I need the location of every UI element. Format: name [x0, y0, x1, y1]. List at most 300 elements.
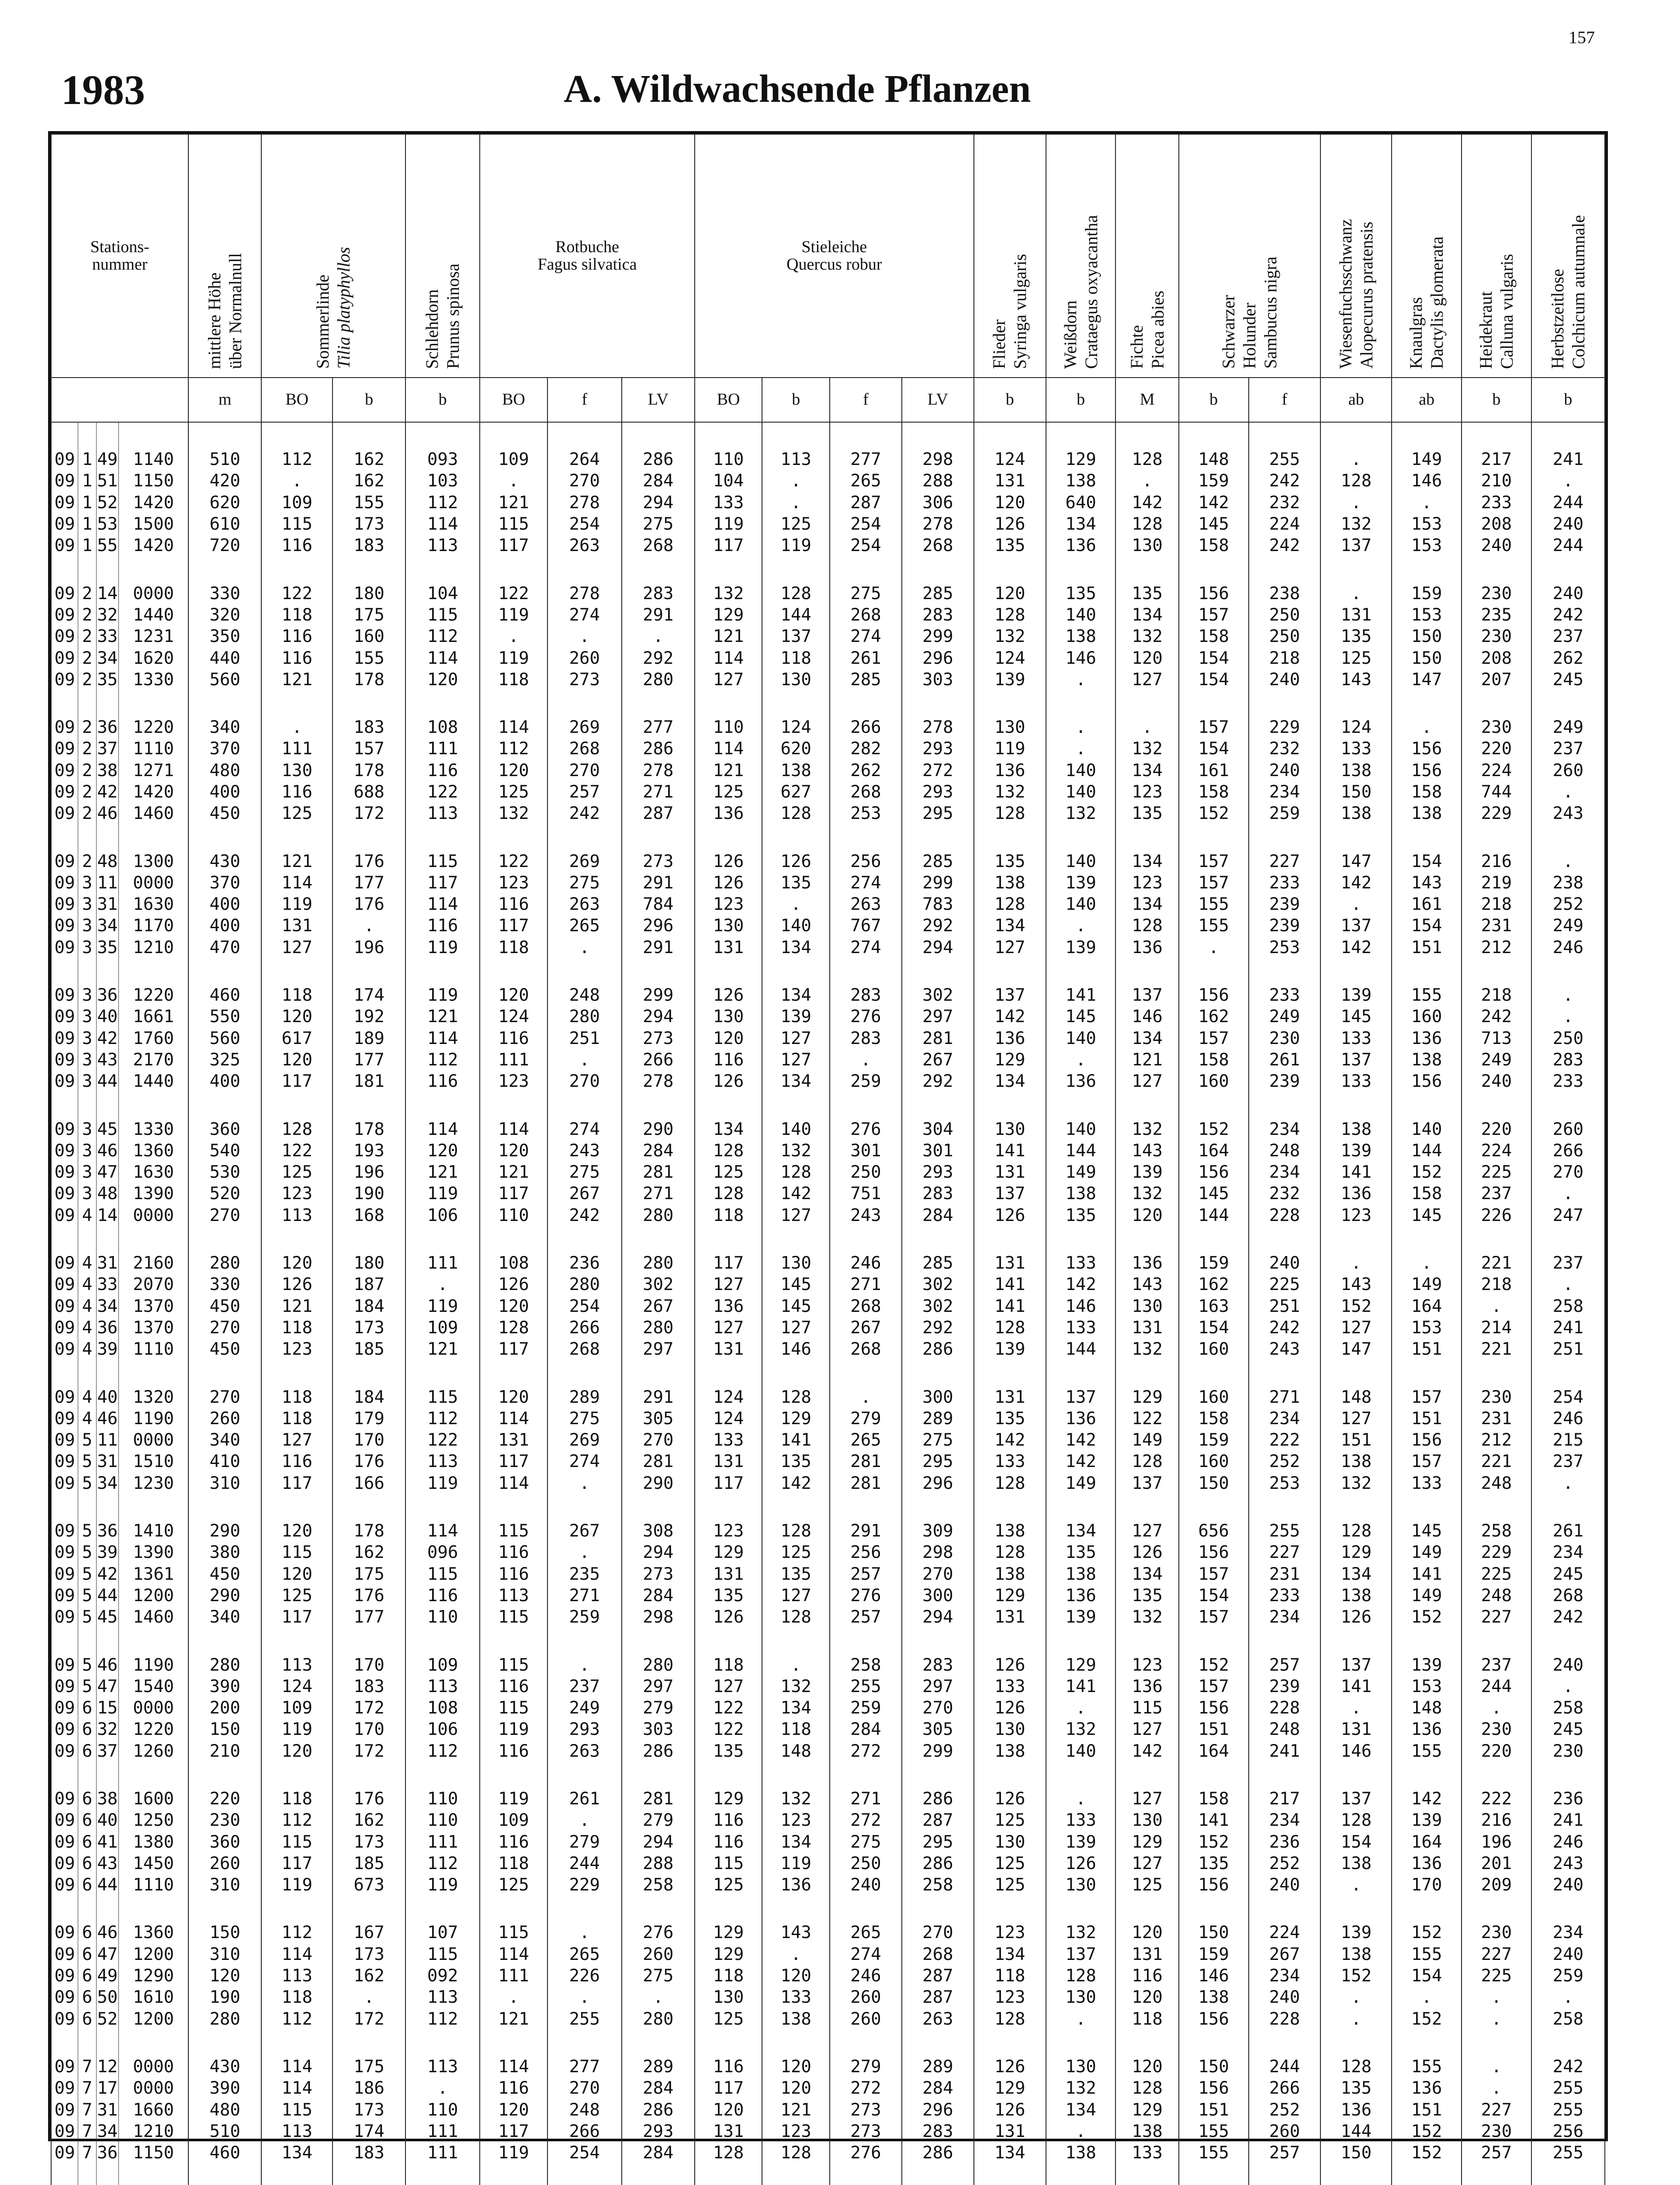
- table-cell: 118: [762, 647, 830, 669]
- table-cell: .: [762, 1654, 830, 1675]
- table-cell: 268: [622, 535, 695, 556]
- table-cell: 190: [333, 1183, 405, 1204]
- table-cell: 149: [1392, 449, 1462, 470]
- table-cell: 151: [1320, 1429, 1392, 1451]
- table-cell: 112: [261, 1922, 333, 1943]
- table-row: [51, 937, 1605, 958]
- table-cell: 176: [333, 1788, 405, 1810]
- table-row: [51, 1965, 1605, 1987]
- table-cell: 3: [78, 1071, 96, 1092]
- table-cell: 304: [902, 1118, 974, 1140]
- table-cell: 127: [1115, 1788, 1178, 1810]
- table-cell: 139: [1392, 1810, 1462, 1831]
- table-cell: 44: [96, 1585, 119, 1606]
- table-row: [51, 1542, 1605, 1563]
- table-cell: 126: [695, 850, 762, 872]
- table-cell: 134: [1115, 850, 1178, 872]
- table-cell: 125: [1320, 647, 1392, 669]
- table-cell: 122: [405, 781, 480, 803]
- table-cell: .: [547, 937, 622, 958]
- table-cell: 154: [1392, 915, 1462, 936]
- table-body: [51, 422, 1605, 2185]
- table-cell: 145: [1320, 1006, 1392, 1027]
- table-cell: 134: [762, 1697, 830, 1719]
- table-cell: 294: [622, 1831, 695, 1852]
- table-cell: 274: [830, 626, 902, 647]
- table-cell: 2070: [119, 1274, 189, 1295]
- table-cell: 142: [974, 1006, 1046, 1027]
- table-cell: .: [1320, 1252, 1392, 1274]
- table-cell: 125: [261, 1162, 333, 1183]
- table-cell: 120: [261, 1520, 333, 1542]
- table-cell: 278: [547, 492, 622, 513]
- table-cell: 221: [1462, 1451, 1531, 1472]
- table-cell: 134: [1320, 1563, 1392, 1585]
- table-cell: 6: [78, 1987, 96, 2008]
- table-cell: 132: [695, 583, 762, 604]
- table-cell: 225: [1462, 1162, 1531, 1183]
- table-cell: 1360: [119, 1140, 189, 1162]
- table-cell: 092: [405, 1965, 480, 1987]
- table-cell: 117: [261, 1071, 333, 1092]
- table-cell: 142: [762, 1473, 830, 1494]
- table-cell: 119: [480, 604, 547, 626]
- table-cell: 157: [1179, 1563, 1249, 1585]
- table-row: [51, 1252, 1605, 1274]
- table-cell: .: [547, 626, 622, 647]
- table-cell: 224: [1249, 513, 1321, 535]
- table-cell: 270: [622, 1429, 695, 1451]
- table-cell: 1: [78, 513, 96, 535]
- table-cell: 256: [830, 850, 902, 872]
- table-cell: 130: [1046, 1987, 1116, 2008]
- table-cell: 128: [974, 803, 1046, 824]
- table-cell: 216: [1462, 850, 1531, 872]
- table-cell: 1330: [119, 669, 189, 690]
- table-cell: 09: [51, 1944, 78, 1965]
- unit-cell: b: [1179, 378, 1249, 422]
- table-cell: .: [1320, 449, 1392, 470]
- table-cell: 294: [902, 937, 974, 958]
- table-cell: 480: [188, 2099, 261, 2120]
- table-cell: 156: [1392, 760, 1462, 781]
- table-cell: 530: [188, 1162, 261, 1183]
- table-cell: 36: [96, 2142, 119, 2164]
- table-cell: 269: [547, 850, 622, 872]
- table-cell: 291: [830, 1520, 902, 1542]
- table-cell: 258: [1531, 2008, 1605, 2030]
- table-cell: .: [1462, 2077, 1531, 2099]
- table-cell: 104: [695, 470, 762, 492]
- table-cell: 257: [1462, 2142, 1531, 2164]
- table-cell: 340: [188, 1606, 261, 1628]
- table-cell: 138: [1179, 1987, 1249, 2008]
- table-cell: 149: [1046, 1473, 1116, 1494]
- table-cell: 09: [51, 1987, 78, 2008]
- table-cell: 120: [261, 1563, 333, 1585]
- table-cell: 303: [902, 669, 974, 690]
- unit-cell: ab: [1320, 378, 1392, 422]
- table-cell: 128: [974, 894, 1046, 915]
- table-cell: 134: [762, 1831, 830, 1852]
- table-cell: 132: [1115, 738, 1178, 760]
- table-cell: 231: [1462, 1408, 1531, 1429]
- table-cell: .: [261, 470, 333, 492]
- table-cell: 121: [695, 760, 762, 781]
- table-cell: 5: [78, 1606, 96, 1628]
- table-cell: 279: [547, 1831, 622, 1852]
- table-cell: 250: [1249, 604, 1321, 626]
- table-cell: .: [1320, 894, 1392, 915]
- table-cell: 121: [762, 2099, 830, 2120]
- table-cell: 5: [78, 1451, 96, 1472]
- table-cell: .: [1531, 470, 1605, 492]
- table-cell: 510: [188, 2121, 261, 2142]
- table-cell: 208: [1462, 647, 1531, 669]
- table-cell: 170: [333, 1719, 405, 1740]
- table-cell: 210: [1462, 470, 1531, 492]
- table-cell: 239: [1249, 915, 1321, 936]
- table-cell: 132: [1115, 1339, 1178, 1360]
- table-cell: .: [1531, 1183, 1605, 1204]
- table-cell: 298: [902, 449, 974, 470]
- table-cell: 284: [622, 2142, 695, 2164]
- table-cell: 286: [902, 1339, 974, 1360]
- table-cell: 196: [333, 1162, 405, 1183]
- table-cell: 42: [96, 1563, 119, 1585]
- table-cell: 130: [974, 1719, 1046, 1740]
- table-cell: 230: [1249, 1028, 1321, 1049]
- table-cell: 175: [333, 1563, 405, 1585]
- table-cell: 128: [974, 1542, 1046, 1563]
- table-cell: 285: [830, 669, 902, 690]
- table-cell: 262: [1531, 647, 1605, 669]
- table-cell: 242: [1249, 470, 1321, 492]
- table-cell: 242: [1249, 1317, 1321, 1339]
- table-cell: 134: [261, 2142, 333, 2164]
- table-cell: 145: [1392, 1205, 1462, 1226]
- group-spacer: [51, 958, 1605, 985]
- table-cell: 144: [1320, 2121, 1392, 2142]
- table-cell: 256: [830, 1542, 902, 1563]
- table-cell: 268: [547, 738, 622, 760]
- table-cell: 640: [1046, 492, 1116, 513]
- table-cell: 135: [1179, 1853, 1249, 1874]
- table-cell: 293: [547, 1719, 622, 1740]
- table-cell: 133: [762, 1987, 830, 2008]
- table-cell: 108: [405, 717, 480, 738]
- table-cell: 119: [974, 738, 1046, 760]
- table-cell: 120: [480, 985, 547, 1006]
- table-cell: 164: [1392, 1831, 1462, 1852]
- table-row: [51, 1563, 1605, 1585]
- table-cell: 249: [1531, 717, 1605, 738]
- table-cell: 132: [762, 1676, 830, 1697]
- table-cell: 130: [695, 1006, 762, 1027]
- group-spacer: [51, 1896, 1605, 1922]
- table-cell: 6: [78, 1853, 96, 1874]
- table-cell: .: [1320, 583, 1392, 604]
- table-cell: 114: [261, 2056, 333, 2077]
- table-cell: 2: [78, 647, 96, 669]
- table-cell: 6: [78, 2008, 96, 2030]
- table-cell: 103: [405, 470, 480, 492]
- table-cell: 1231: [119, 626, 189, 647]
- table-cell: 560: [188, 1028, 261, 1049]
- table-cell: 126: [1046, 1853, 1116, 1874]
- table-cell: 155: [1179, 2121, 1249, 2142]
- table-cell: 35: [96, 937, 119, 958]
- table-cell: 113: [405, 803, 480, 824]
- table-cell: 133: [1046, 1810, 1116, 1831]
- table-cell: 240: [1249, 1252, 1321, 1274]
- table-cell: 119: [405, 937, 480, 958]
- table-cell: 217: [1249, 1788, 1321, 1810]
- table-cell: 119: [261, 1719, 333, 1740]
- table-row: [51, 1429, 1605, 1451]
- table-cell: 300: [902, 1585, 974, 1606]
- table-cell: 229: [547, 1874, 622, 1896]
- table-cell: 275: [622, 1965, 695, 1987]
- table-cell: 1370: [119, 1296, 189, 1317]
- table-cell: 235: [1462, 604, 1531, 626]
- table-cell: 160: [1179, 1339, 1249, 1360]
- group-spacer: [51, 1226, 1605, 1252]
- table-cell: 234: [1249, 1965, 1321, 1987]
- unit-cell: M: [1115, 378, 1178, 422]
- table-cell: 36: [96, 717, 119, 738]
- table-cell: 116: [695, 1831, 762, 1852]
- table-cell: 166: [333, 1473, 405, 1494]
- table-cell: 305: [622, 1408, 695, 1429]
- table-cell: 162: [333, 1810, 405, 1831]
- table-cell: 215: [1531, 1429, 1605, 1451]
- table-cell: 09: [51, 760, 78, 781]
- table-cell: 134: [1046, 2099, 1116, 2120]
- table-cell: 111: [405, 738, 480, 760]
- table-cell: 2: [78, 717, 96, 738]
- table-cell: 152: [1392, 1922, 1462, 1943]
- table-cell: 236: [547, 1252, 622, 1274]
- table-cell: 124: [974, 647, 1046, 669]
- table-cell: 136: [974, 760, 1046, 781]
- table-cell: 115: [480, 1922, 547, 1943]
- table-cell: 09: [51, 1386, 78, 1408]
- table-cell: 310: [188, 1874, 261, 1896]
- table-cell: 129: [1115, 2099, 1178, 2120]
- table-cell: 246: [1531, 1831, 1605, 1852]
- table-cell: 112: [405, 1741, 480, 1762]
- table-cell: 236: [1249, 1831, 1321, 1852]
- table-cell: 09: [51, 1697, 78, 1719]
- table-cell: 136: [1115, 1676, 1178, 1697]
- table-cell: 280: [547, 1006, 622, 1027]
- table-cell: 299: [622, 985, 695, 1006]
- table-cell: 121: [480, 1162, 547, 1183]
- table-cell: 120: [261, 1006, 333, 1027]
- table-cell: 133: [974, 1451, 1046, 1472]
- table-cell: 09: [51, 1654, 78, 1675]
- table-cell: 193: [333, 1140, 405, 1162]
- table-cell: 110: [405, 1810, 480, 1831]
- table-cell: 125: [261, 1585, 333, 1606]
- table-cell: 137: [1320, 1654, 1392, 1675]
- table-cell: 286: [902, 1853, 974, 1874]
- table-cell: 111: [480, 1049, 547, 1071]
- table-cell: 156: [1179, 1874, 1249, 1896]
- table-cell: 137: [1115, 985, 1178, 1006]
- table-cell: 232: [1249, 492, 1321, 513]
- table-cell: 153: [1392, 604, 1462, 626]
- table-cell: 0000: [119, 1697, 189, 1719]
- table-cell: 133: [1320, 1071, 1392, 1092]
- table-cell: 133: [1046, 1252, 1116, 1274]
- table-cell: 2170: [119, 1049, 189, 1071]
- table-cell: 115: [480, 513, 547, 535]
- table-row: [51, 1944, 1605, 1965]
- table-cell: 1220: [119, 717, 189, 738]
- table-cell: 294: [622, 492, 695, 513]
- table-cell: .: [622, 1987, 695, 2008]
- table-cell: 143: [1115, 1274, 1178, 1295]
- table-cell: 131: [1320, 604, 1392, 626]
- table-cell: 48: [96, 1183, 119, 1204]
- table-cell: 250: [1531, 1028, 1605, 1049]
- table-cell: 242: [1249, 535, 1321, 556]
- table-cell: 1110: [119, 1339, 189, 1360]
- table-cell: 115: [405, 604, 480, 626]
- table-cell: 126: [695, 985, 762, 1006]
- table-cell: 1440: [119, 1071, 189, 1092]
- table-cell: 41: [96, 1831, 119, 1852]
- table-cell: 126: [974, 1788, 1046, 1810]
- table-cell: 141: [1392, 1563, 1462, 1585]
- table-row: [51, 2056, 1605, 2077]
- table-cell: 245: [1531, 669, 1605, 690]
- table-cell: 244: [1531, 535, 1605, 556]
- table-cell: 09: [51, 1831, 78, 1852]
- table-cell: 266: [1531, 1140, 1605, 1162]
- table-cell: 6: [78, 1922, 96, 1943]
- table-cell: 744: [1462, 781, 1531, 803]
- table-cell: 231: [1249, 1563, 1321, 1585]
- table-cell: 113: [405, 1987, 480, 2008]
- table-cell: 1210: [119, 937, 189, 958]
- table-cell: 1170: [119, 915, 189, 936]
- table-cell: 113: [261, 1965, 333, 1987]
- table-cell: 293: [902, 781, 974, 803]
- table-cell: 132: [1046, 1719, 1116, 1740]
- table-cell: 136: [1392, 1719, 1462, 1740]
- table-cell: 129: [762, 1408, 830, 1429]
- table-cell: 277: [547, 2056, 622, 2077]
- table-cell: 31: [96, 894, 119, 915]
- table-cell: 155: [1179, 2142, 1249, 2164]
- table-cell: 152: [1179, 803, 1249, 824]
- table-cell: 108: [405, 1697, 480, 1719]
- table-cell: 129: [695, 1788, 762, 1810]
- table-cell: 160: [1179, 1071, 1249, 1092]
- table-cell: 306: [902, 492, 974, 513]
- table-cell: 218: [1462, 985, 1531, 1006]
- table-cell: 1110: [119, 1874, 189, 1896]
- table-cell: 136: [762, 1874, 830, 1896]
- table-cell: 109: [480, 449, 547, 470]
- table-cell: 6: [78, 1719, 96, 1740]
- table-cell: 138: [974, 1520, 1046, 1542]
- table-cell: .: [261, 717, 333, 738]
- table-cell: 243: [1249, 1339, 1321, 1360]
- table-cell: 6: [78, 1965, 96, 1987]
- table-cell: 220: [1462, 1118, 1531, 1140]
- table-cell: 261: [547, 1788, 622, 1810]
- table-cell: 251: [547, 1028, 622, 1049]
- table-cell: 270: [547, 470, 622, 492]
- table-cell: 128: [974, 1317, 1046, 1339]
- table-cell: 141: [974, 1140, 1046, 1162]
- table-cell: 298: [902, 1542, 974, 1563]
- table-cell: 225: [1249, 1274, 1321, 1295]
- table-cell: 248: [1462, 1585, 1531, 1606]
- table-cell: 152: [1392, 2121, 1462, 2142]
- table-cell: .: [1179, 937, 1249, 958]
- table-cell: 155: [333, 647, 405, 669]
- table-cell: 09: [51, 669, 78, 690]
- table-cell: 127: [762, 1585, 830, 1606]
- table-cell: 175: [333, 2056, 405, 2077]
- table-cell: 150: [188, 1922, 261, 1943]
- table-cell: 249: [1462, 1049, 1531, 1071]
- table-row: [51, 1719, 1605, 1740]
- table-cell: 370: [188, 872, 261, 894]
- table-cell: 277: [830, 449, 902, 470]
- table-cell: 121: [261, 1296, 333, 1317]
- table-cell: 340: [188, 717, 261, 738]
- table-cell: 281: [622, 1451, 695, 1472]
- table-cell: 0000: [119, 1205, 189, 1226]
- table-cell: 138: [974, 872, 1046, 894]
- table-cell: 266: [1249, 2077, 1321, 2099]
- table-cell: 158: [1179, 1788, 1249, 1810]
- table-cell: 125: [762, 1542, 830, 1563]
- table-cell: 230: [188, 1810, 261, 1831]
- table-cell: 286: [902, 1788, 974, 1810]
- table-cell: 267: [1249, 1944, 1321, 1965]
- table-cell: 134: [695, 1118, 762, 1140]
- table-cell: 400: [188, 894, 261, 915]
- table-cell: 134: [974, 1071, 1046, 1092]
- table-cell: 130: [261, 760, 333, 781]
- table-cell: 289: [547, 1386, 622, 1408]
- table-cell: 119: [405, 985, 480, 1006]
- table-cell: 220: [1462, 738, 1531, 760]
- table-cell: 115: [405, 1944, 480, 1965]
- table-cell: 1390: [119, 1542, 189, 1563]
- table-row: [51, 1162, 1605, 1183]
- table-cell: 128: [1320, 2056, 1392, 2077]
- table-cell: 155: [1392, 985, 1462, 1006]
- table-cell: 249: [1531, 915, 1605, 936]
- table-cell: 117: [261, 1853, 333, 1874]
- table-cell: 120: [762, 1965, 830, 1987]
- table-cell: 225: [1462, 1965, 1531, 1987]
- table-row: [51, 1585, 1605, 1606]
- table-cell: 159: [1392, 583, 1462, 604]
- table-cell: 136: [1392, 1853, 1462, 1874]
- table-cell: 174: [333, 2121, 405, 2142]
- table-cell: 46: [96, 1654, 119, 1675]
- table-cell: 370: [188, 738, 261, 760]
